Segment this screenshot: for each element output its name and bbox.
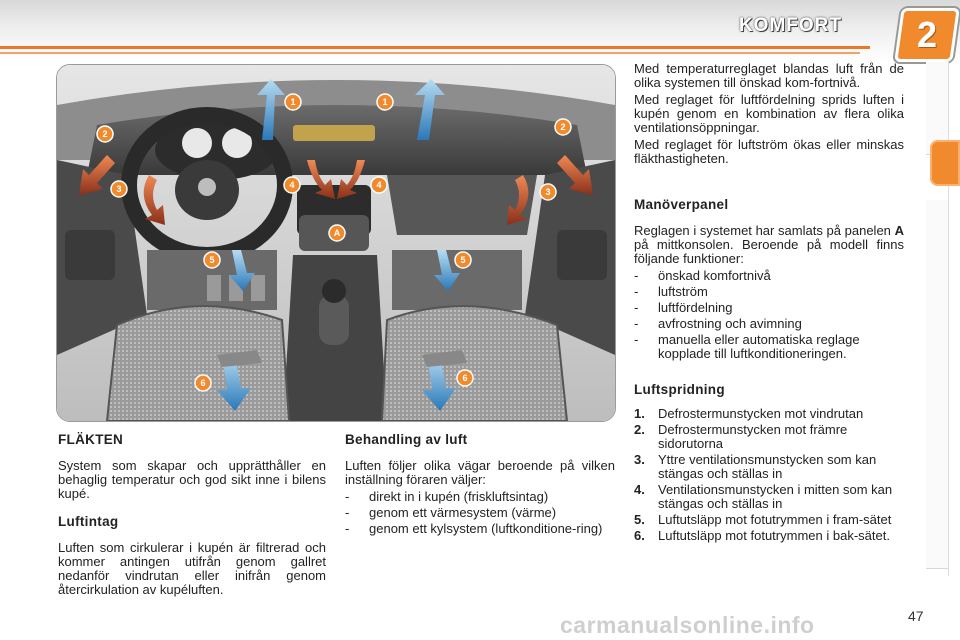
list-item: - luftström	[634, 285, 904, 299]
chapter-tab[interactable]	[926, 430, 948, 477]
section-title-flakten: FLÄKTEN	[58, 432, 124, 447]
vent-legend-list	[634, 407, 904, 543]
legend-item	[634, 423, 904, 451]
chapter-tab[interactable]	[926, 338, 948, 385]
vent-marker: 5	[460, 255, 466, 265]
list-item: - manuella eller automatiska reglage kopplade till luftkonditioneringen.	[634, 333, 904, 361]
chapter-tab[interactable]	[926, 522, 948, 569]
legend-number: 6.	[634, 528, 645, 543]
legend-text: Defrostermunstycken mot vindrutan	[658, 406, 864, 421]
legend-number: 1.	[634, 406, 645, 421]
vent-marker: 4	[376, 180, 382, 190]
vent-marker: 6	[462, 373, 468, 383]
intro-paragraph: System som skapar och upprätthåller en behaglig temperatur och god sikt inne i bilens kupé.	[58, 458, 326, 501]
paragraph: Med reglaget för luftström ökas eller minskas fläkthastigheten.	[634, 137, 904, 166]
middle-column	[345, 433, 615, 538]
chapter-title: KOMFORT	[738, 15, 842, 36]
vent-marker: 4	[289, 180, 295, 190]
vent-marker: 3	[545, 187, 551, 197]
chapter-number-badge	[894, 8, 960, 62]
section-title-luftspridning: Luftspridning	[634, 382, 725, 397]
legend-item	[634, 513, 904, 527]
legend-number: 4.	[634, 482, 645, 497]
list-item: - genom ett kylsystem (luftkonditione-ring)	[345, 522, 615, 536]
header-stripe	[0, 46, 870, 49]
section-title-behandling: Behandling av luft	[345, 432, 468, 447]
panel-intro	[634, 224, 904, 266]
section-title-luftintag: Luftintag	[58, 514, 119, 529]
legend-item	[634, 483, 904, 511]
legend-text: Ventilationsmunstycken i mitten som kan stängas och ställas in	[658, 482, 893, 511]
vent-marker: 2	[102, 129, 108, 139]
panel-intro-before: Reglagen i systemet har samlats på panelen	[634, 223, 891, 238]
panel-marker: A	[894, 223, 904, 238]
page-number: 47	[908, 608, 924, 624]
list-item: - direkt in i kupén (friskluftsintag)	[345, 490, 615, 504]
watermark: carmanualsonline.info	[560, 612, 815, 638]
section-title-manoverpanel: Manöverpanel	[634, 197, 729, 212]
car-interior-illustration	[56, 64, 616, 422]
vent-marker: 2	[560, 122, 566, 132]
panel-intro-after: på mittkonsolen. Beroende på modell finns följande funktioner:	[634, 237, 904, 266]
legend-text: Luftutsläpp mot fotutrymmen i bak-sätet.	[658, 528, 890, 543]
left-column	[58, 433, 326, 597]
legend-item	[634, 407, 904, 421]
list-item: - genom ett värmesystem (värme)	[345, 506, 615, 520]
legend-number: 3.	[634, 452, 645, 467]
behandling-intro: Luften följer olika vägar beroende på vilken inställning föraren väljer:	[345, 458, 615, 487]
car-interior-drawing	[57, 65, 615, 421]
vent-marker: 6	[200, 378, 206, 388]
list-item: - luftfördelning	[634, 301, 904, 315]
list-item: - önskad komfortnivå	[634, 269, 904, 283]
paragraph: Med reglaget för luftfördelning sprids luften i kupén genom en kombination av flera olika ventilationsöppningar.	[634, 92, 904, 135]
legend-text: Defrostermunstycken mot främre sidorutorna	[658, 422, 848, 451]
chapter-tab[interactable]	[926, 200, 948, 247]
chapter-number: 2	[916, 14, 938, 55]
air-path-list	[345, 490, 615, 536]
legend-number: 2.	[634, 422, 645, 437]
legend-text: Yttre ventilationsmunstycken som kan stängas och ställas in	[658, 452, 877, 481]
vent-marker: 5	[209, 255, 215, 265]
control-panel-marker: A	[333, 228, 341, 238]
right-column	[634, 62, 904, 545]
panel-function-list	[634, 269, 904, 361]
vent-marker: 1	[382, 97, 388, 107]
chapter-tab[interactable]	[926, 62, 948, 109]
paragraph: Med temperaturreglaget blandas luft från de olika systemen till önskad kom-fortnivå.	[634, 61, 904, 90]
legend-item	[634, 529, 904, 543]
chapter-tab-active[interactable]	[930, 140, 960, 186]
list-item: - avfrostning och avimning	[634, 317, 904, 331]
chapter-tab[interactable]	[926, 246, 948, 293]
header-stripe-thin	[0, 52, 860, 54]
chapter-tab[interactable]	[926, 476, 948, 523]
legend-item	[634, 453, 904, 481]
vent-marker: 1	[290, 97, 296, 107]
legend-text: Luftutsläpp mot fotutrymmen i fram-sätet	[658, 512, 892, 527]
chapter-tab[interactable]	[926, 384, 948, 431]
luftintag-paragraph: Luften som cirkulerar i kupén är filtrerad och kommer antingen utifrån genom gallret nedanför vindrutan eller inifrån genom återcirkulation av kupéluften.	[58, 540, 326, 597]
chapter-tab[interactable]	[926, 292, 948, 339]
vent-marker: 3	[116, 184, 122, 194]
legend-number: 5.	[634, 512, 645, 527]
